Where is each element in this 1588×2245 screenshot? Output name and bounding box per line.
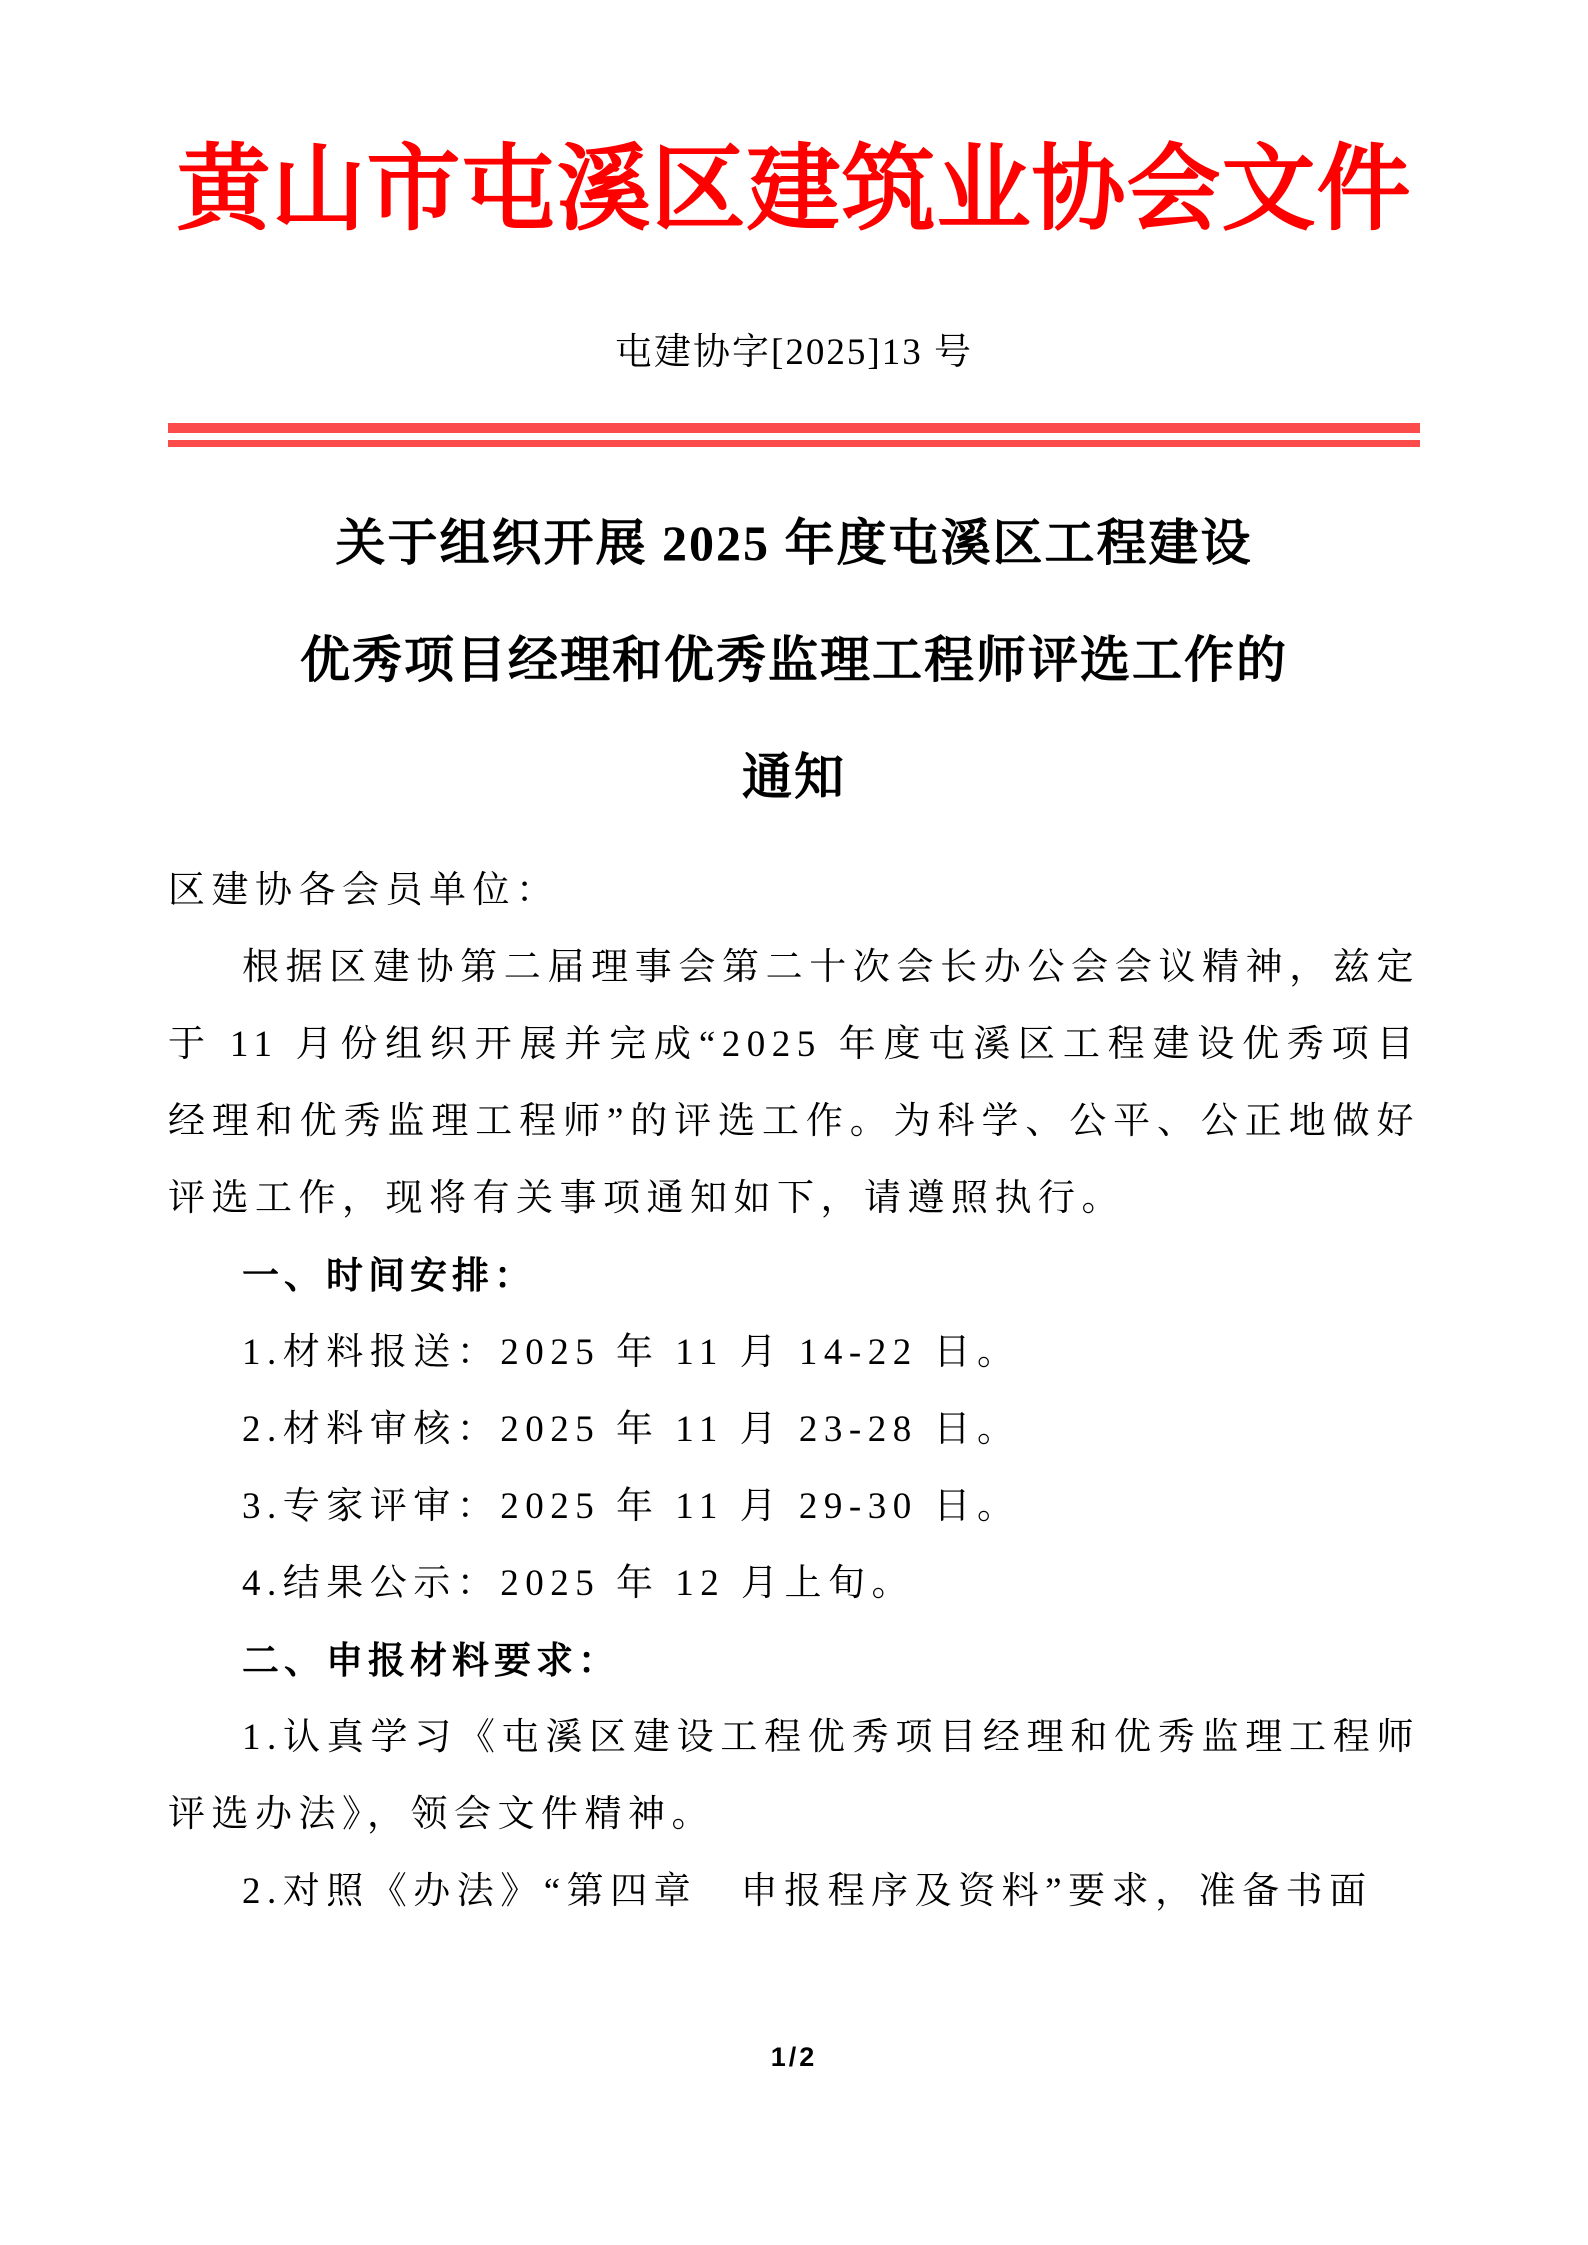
letterhead (168, 0, 1420, 447)
document-title-line-3: 通知 (742, 749, 846, 806)
page-number: 1/2 (770, 2042, 818, 2072)
page-content (168, 0, 1420, 2072)
section-1-heading: 一、时间安排： (242, 1255, 536, 1297)
document-title-line-1: 关于组织开展 2025 年度屯溪区工程建设 (335, 515, 1253, 572)
section-2-heading: 二、申报材料要求： (242, 1640, 620, 1682)
document-body (168, 852, 1420, 1930)
red-divider-bottom-line (168, 440, 1420, 447)
letterhead-title: 黄山市屯溪区建筑业协会文件 (176, 138, 1412, 242)
page-footer (0, 2042, 1588, 2073)
section-1-item-4: 4.结果公示：2025 年 12 月上旬。 (242, 1563, 915, 1605)
section-2-item-2: 2.对照《办法》“第四章 申报程序及资料”要求，准备书面 (242, 1871, 1373, 1913)
document-title (168, 485, 1420, 836)
intro-paragraph: 根据区建协第二届理事会第二十次会长办公会会议精神，兹定于 11 月份组织开展并完成“2025 年度屯溪区工程建设优秀项目经理和优秀监理工程师”的评选工作。为科学、公平、公正地做好评选工作，现将有关事项通知如下，请遵照执行。 (168, 947, 1420, 1220)
section-1-item-1: 1.材料报送：2025 年 11 月 14-22 日。 (242, 1332, 1021, 1374)
section-2-item-1: 1.认真学习《屯溪区建设工程优秀项目经理和优秀监理工程师评选办法》，领会文件精神。 (168, 1717, 1420, 1836)
section-1-item-2: 2.材料审核：2025 年 11 月 23-28 日。 (242, 1409, 1021, 1451)
salutation: 区建协各会员单位： (168, 870, 560, 912)
red-divider-top-line (168, 423, 1420, 433)
section-1-item-3: 3.专家评审：2025 年 11 月 29-30 日。 (242, 1486, 1021, 1528)
red-divider (168, 423, 1420, 447)
document-title-line-2: 优秀项目经理和优秀监理工程师评选工作的 (300, 632, 1288, 689)
doc-number: 屯建协字[2025]13 号 (615, 332, 973, 374)
